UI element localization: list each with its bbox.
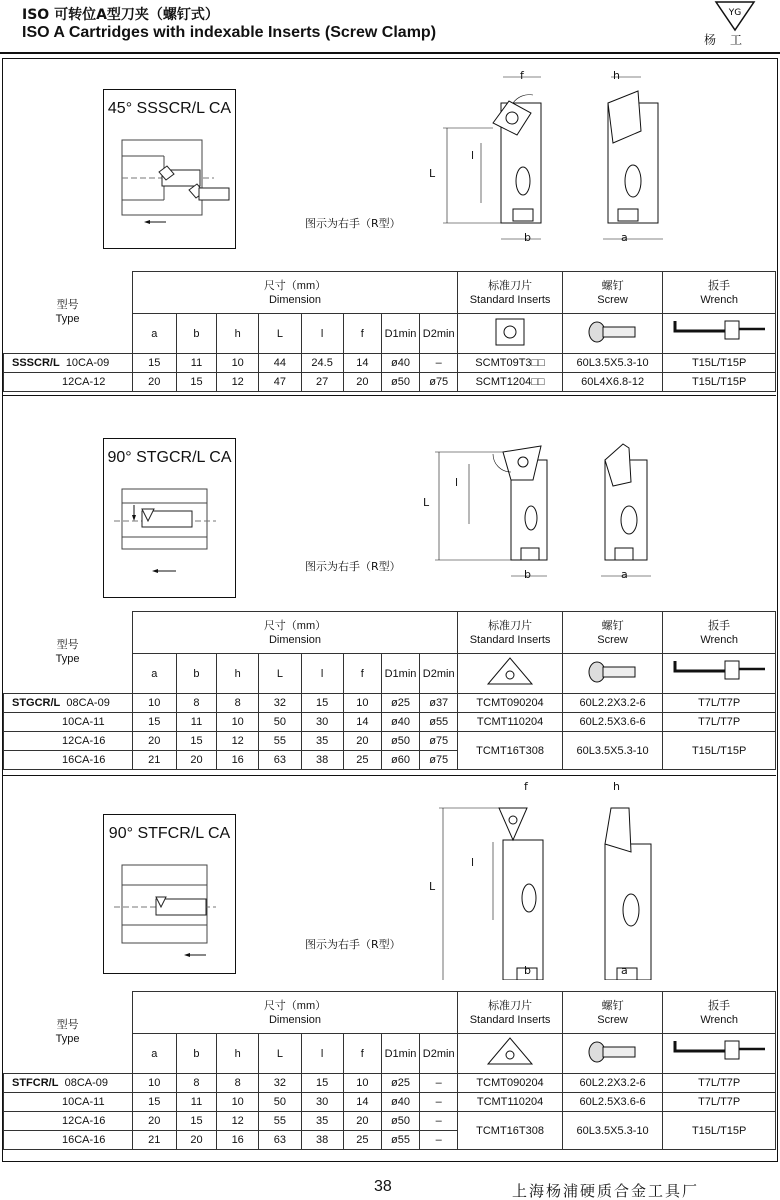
wrench-header-en: Wrench xyxy=(700,633,739,646)
cell-insert: SCMT09T3□□ xyxy=(458,354,563,373)
right-hand-note: 图示为右手（R型） xyxy=(305,560,401,573)
cell-a: 10 xyxy=(132,694,176,713)
cell-a: 15 xyxy=(132,1093,176,1112)
cell-L: 55 xyxy=(259,732,301,751)
wrench-header-en: Wrench xyxy=(700,1013,739,1026)
cell-d2: – xyxy=(420,1131,458,1150)
cell-f: 20 xyxy=(343,732,381,751)
spec-table-2 xyxy=(3,611,776,770)
cell-h: 12 xyxy=(217,1112,259,1131)
insert-header-cn: 标准刀片 xyxy=(488,619,533,632)
model-code: 10CA-11 xyxy=(4,713,133,732)
cell-l: 35 xyxy=(301,732,343,751)
col-l: l xyxy=(301,654,343,694)
type-label-en: Type xyxy=(55,653,80,666)
cell-l: 15 xyxy=(301,1074,343,1093)
logo-caption: 杨工 xyxy=(704,33,757,47)
col-D2min: D2min xyxy=(420,1034,458,1074)
series-code: SSSCR/L xyxy=(12,357,60,369)
col-h: h xyxy=(217,654,259,694)
spec-table-3 xyxy=(3,991,776,1150)
cell-h: 10 xyxy=(217,1093,259,1112)
model-code: 16CA-16 xyxy=(4,751,133,770)
cell-b: 15 xyxy=(176,1112,216,1131)
dim-b: b xyxy=(524,568,531,581)
insert-image-triangle-icon xyxy=(458,654,563,694)
cell-l: 15 xyxy=(301,694,343,713)
boring-diagram-icon xyxy=(104,439,234,599)
cell-b: 20 xyxy=(176,1131,216,1150)
cell-h: 10 xyxy=(217,713,259,732)
type-label-cn: 型号 xyxy=(56,639,79,652)
dim-l: l xyxy=(471,149,475,162)
cell-screw: 60L2.2X3.2-6 xyxy=(562,694,663,713)
type-label-en: Type xyxy=(55,1033,80,1046)
cell-l: 27 xyxy=(301,373,343,392)
cell-f: 10 xyxy=(343,694,381,713)
cell-d2: – xyxy=(420,1074,458,1093)
logo-triangle-icon xyxy=(712,0,758,32)
cell-h: 10 xyxy=(217,354,259,373)
dim-L: L xyxy=(423,496,430,509)
cell-b: 15 xyxy=(176,732,216,751)
wrench-header-cn: 扳手 xyxy=(708,279,731,292)
cell-insert: TCMT110204 xyxy=(458,713,563,732)
cell-L: 32 xyxy=(259,694,301,713)
dim-a: a xyxy=(621,568,628,581)
table-row xyxy=(4,713,776,732)
screw-image-icon xyxy=(562,1034,663,1074)
series-code: STFCR/L xyxy=(12,1077,59,1089)
cell-L: 50 xyxy=(259,713,301,732)
col-l: l xyxy=(301,1034,343,1074)
dim-h: h xyxy=(613,780,620,793)
insert-image-square-icon xyxy=(458,314,563,354)
cell-d1: ø50 xyxy=(381,1112,419,1131)
cell-L: 44 xyxy=(259,354,301,373)
cell-f: 10 xyxy=(343,1074,381,1093)
cell-d1: ø40 xyxy=(381,713,419,732)
right-hand-note: 图示为右手（R型） xyxy=(305,938,401,951)
cell-screw: 60L3.5X5.3-10 xyxy=(562,1112,663,1150)
model-code: 08CA-09 xyxy=(66,697,110,709)
screw-header-cn: 螺钉 xyxy=(601,999,624,1012)
col-D1min: D1min xyxy=(381,314,419,354)
cell-h: 16 xyxy=(217,1131,259,1150)
cell-h: 12 xyxy=(217,373,259,392)
col-f: f xyxy=(343,314,381,354)
dim-h: h xyxy=(613,69,620,82)
header-divider xyxy=(0,52,780,54)
cell-d1: ø50 xyxy=(381,373,419,392)
table-row xyxy=(4,373,776,392)
cell-b: 8 xyxy=(176,1074,216,1093)
dim-b: b xyxy=(524,964,531,977)
dim-header-en: Dimension xyxy=(268,293,321,306)
cell-L: 50 xyxy=(259,1093,301,1112)
screw-header-en: Screw xyxy=(597,293,628,306)
cell-f: 20 xyxy=(343,1112,381,1131)
cell-insert: TCMT090204 xyxy=(458,1074,563,1093)
section-diagram-1 xyxy=(3,59,776,271)
cell-L: 47 xyxy=(259,373,301,392)
cell-b: 15 xyxy=(176,373,216,392)
page-number: 38 xyxy=(374,1178,392,1195)
screw-header-cn: 螺钉 xyxy=(601,619,624,632)
series-code: STGCR/L xyxy=(12,697,61,709)
cell-a: 15 xyxy=(132,713,176,732)
cell-insert: TCMT110204 xyxy=(458,1093,563,1112)
col-f: f xyxy=(343,654,381,694)
cell-wrench: T15L/T15P xyxy=(663,732,776,770)
col-l: l xyxy=(301,314,343,354)
type-label-cn: 型号 xyxy=(56,1019,79,1032)
col-D2min: D2min xyxy=(420,654,458,694)
col-D1min: D1min xyxy=(381,1034,419,1074)
cell-h: 16 xyxy=(217,751,259,770)
title-box-1 xyxy=(103,89,236,249)
insert-header-en: Standard Inserts xyxy=(469,293,551,306)
col-a: a xyxy=(132,654,176,694)
table-row xyxy=(4,1112,776,1131)
page-title-cn: ISO 可转位A型刀夹（螺钉式） xyxy=(22,7,219,23)
wrench-header-en: Wrench xyxy=(700,293,739,306)
col-D2min: D2min xyxy=(420,314,458,354)
model-code: 10CA-09 xyxy=(65,357,110,369)
cell-d2: ø75 xyxy=(420,373,458,392)
cell-insert: TCMT16T308 xyxy=(458,1112,563,1150)
screw-header-en: Screw xyxy=(597,1013,628,1026)
cartridge-drawing-2 xyxy=(433,400,753,600)
cell-a: 15 xyxy=(132,354,176,373)
cell-insert: TCMT16T308 xyxy=(458,732,563,770)
col-a: a xyxy=(132,1034,176,1074)
cell-d1: ø40 xyxy=(381,1093,419,1112)
col-h: h xyxy=(217,1034,259,1074)
cell-d1: ø40 xyxy=(381,354,419,373)
col-f: f xyxy=(343,1034,381,1074)
catalog-frame xyxy=(2,58,778,1162)
cell-b: 11 xyxy=(176,1093,216,1112)
section-title: 45° SSSCR/L CA xyxy=(107,100,232,117)
cell-a: 20 xyxy=(132,1112,176,1131)
page-title-en: ISO A Cartridges with indexable Inserts (Screw Clamp) xyxy=(22,24,437,41)
cell-l: 24.5 xyxy=(301,354,343,373)
cell-l: 38 xyxy=(301,751,343,770)
cell-wrench: T15L/T15P xyxy=(663,373,776,392)
cell-a: 21 xyxy=(132,751,176,770)
cell-d2: ø55 xyxy=(420,713,458,732)
dim-l: l xyxy=(471,856,475,869)
cell-wrench: T15L/T15P xyxy=(663,354,776,373)
insert-image-triangle-icon xyxy=(458,1034,563,1074)
cell-d2: ø75 xyxy=(420,732,458,751)
cartridge-drawing-3 xyxy=(433,780,753,980)
title-box-3 xyxy=(103,814,236,974)
title-box-2 xyxy=(103,438,236,598)
dim-f: f xyxy=(524,780,528,793)
cell-d1: ø55 xyxy=(381,1131,419,1150)
section-diagram-2 xyxy=(3,395,776,611)
table-row xyxy=(4,1074,776,1093)
cell-L: 63 xyxy=(259,1131,301,1150)
model-code: 12CA-16 xyxy=(4,1112,133,1131)
cell-L: 32 xyxy=(259,1074,301,1093)
dim-header-en: Dimension xyxy=(268,1013,321,1026)
cell-d2: – xyxy=(420,1093,458,1112)
cell-d1: ø50 xyxy=(381,732,419,751)
screw-image-icon xyxy=(562,654,663,694)
cell-f: 25 xyxy=(343,751,381,770)
dim-a: a xyxy=(621,964,628,977)
col-b: b xyxy=(176,314,216,354)
model-code: 16CA-16 xyxy=(4,1131,133,1150)
col-b: b xyxy=(176,1034,216,1074)
cell-a: 10 xyxy=(132,1074,176,1093)
wrench-header-cn: 扳手 xyxy=(708,999,731,1012)
cell-f: 14 xyxy=(343,354,381,373)
cell-b: 20 xyxy=(176,751,216,770)
cell-wrench: T7L/T7P xyxy=(663,694,776,713)
cell-wrench: T7L/T7P xyxy=(663,1093,776,1112)
col-L: L xyxy=(259,1034,301,1074)
screw-header-cn: 螺钉 xyxy=(601,279,624,292)
dim-a: a xyxy=(621,231,628,244)
cell-d2: – xyxy=(420,354,458,373)
dim-L: L xyxy=(429,880,436,893)
dim-header-en: Dimension xyxy=(268,633,321,646)
screw-image-icon xyxy=(562,314,663,354)
dim-header-cn: 尺寸（mm） xyxy=(263,279,327,292)
cell-d1: ø25 xyxy=(381,1074,419,1093)
col-b: b xyxy=(176,654,216,694)
dim-header-cn: 尺寸（mm） xyxy=(263,999,327,1012)
cell-insert: SCMT1204□□ xyxy=(458,373,563,392)
cell-insert: TCMT090204 xyxy=(458,694,563,713)
dim-b: b xyxy=(524,231,531,244)
cell-h: 12 xyxy=(217,732,259,751)
col-D1min: D1min xyxy=(381,654,419,694)
col-h: h xyxy=(217,314,259,354)
cell-f: 20 xyxy=(343,373,381,392)
section-title: 90° STGCR/L CA xyxy=(107,449,232,466)
cell-d2: ø75 xyxy=(420,751,458,770)
dim-L: L xyxy=(429,167,436,180)
cell-d2: – xyxy=(420,1112,458,1131)
table-row xyxy=(4,1093,776,1112)
col-a: a xyxy=(132,314,176,354)
section-diagram-3 xyxy=(3,775,776,991)
model-code: 08CA-09 xyxy=(64,1077,108,1089)
cell-l: 30 xyxy=(301,713,343,732)
right-hand-note: 图示为右手（R型） xyxy=(305,217,401,230)
wrench-header-cn: 扳手 xyxy=(708,619,731,632)
insert-header-en: Standard Inserts xyxy=(469,633,551,646)
dim-f: f xyxy=(520,69,524,82)
cell-L: 55 xyxy=(259,1112,301,1131)
cell-a: 21 xyxy=(132,1131,176,1150)
type-label-cn: 型号 xyxy=(56,299,79,312)
wrench-image-icon xyxy=(663,654,776,694)
boring-diagram-icon xyxy=(104,815,234,975)
cell-screw: 60L2.2X3.2-6 xyxy=(562,1074,663,1093)
type-label-en: Type xyxy=(55,313,80,326)
cell-a: 20 xyxy=(132,732,176,751)
cell-l: 35 xyxy=(301,1112,343,1131)
table-row xyxy=(4,732,776,751)
dim-header-cn: 尺寸（mm） xyxy=(263,619,327,632)
cartridge-drawing-1 xyxy=(433,63,753,263)
cell-screw: 60L3.5X5.3-10 xyxy=(562,732,663,770)
cell-b: 11 xyxy=(176,713,216,732)
logo xyxy=(712,0,758,32)
cell-b: 11 xyxy=(176,354,216,373)
cell-h: 8 xyxy=(217,694,259,713)
col-L: L xyxy=(259,654,301,694)
cell-d1: ø60 xyxy=(381,751,419,770)
table-row xyxy=(4,354,776,373)
cell-screw: 60L2.5X3.6-6 xyxy=(562,1093,663,1112)
cell-wrench: T7L/T7P xyxy=(663,713,776,732)
insert-header-cn: 标准刀片 xyxy=(488,999,533,1012)
dim-l: l xyxy=(455,476,459,489)
cell-d2: ø37 xyxy=(420,694,458,713)
insert-header-cn: 标准刀片 xyxy=(488,279,533,292)
cell-a: 20 xyxy=(132,373,176,392)
model-code: 12CA-12 xyxy=(4,373,133,392)
svg-text:YG: YG xyxy=(728,8,742,18)
cell-f: 25 xyxy=(343,1131,381,1150)
section-title: 90° STFCR/L CA xyxy=(108,825,231,842)
cell-screw: 60L4X6.8-12 xyxy=(562,373,663,392)
cell-screw: 60L3.5X5.3-10 xyxy=(562,354,663,373)
col-L: L xyxy=(259,314,301,354)
cell-h: 8 xyxy=(217,1074,259,1093)
cell-l: 30 xyxy=(301,1093,343,1112)
model-code: 12CA-16 xyxy=(4,732,133,751)
wrench-image-icon xyxy=(663,314,776,354)
model-code: 10CA-11 xyxy=(4,1093,133,1112)
cell-b: 8 xyxy=(176,694,216,713)
wrench-image-icon xyxy=(663,1034,776,1074)
cell-l: 38 xyxy=(301,1131,343,1150)
cell-f: 14 xyxy=(343,713,381,732)
cell-d1: ø25 xyxy=(381,694,419,713)
cell-screw: 60L2.5X3.6-6 xyxy=(562,713,663,732)
insert-header-en: Standard Inserts xyxy=(469,1013,551,1026)
spec-table-1 xyxy=(3,271,776,392)
company-name: 上海杨浦硬质合金工具厂 xyxy=(512,1182,700,1200)
cell-wrench: T7L/T7P xyxy=(663,1074,776,1093)
table-row xyxy=(4,694,776,713)
cell-f: 14 xyxy=(343,1093,381,1112)
cell-wrench: T15L/T15P xyxy=(663,1112,776,1150)
boring-diagram-icon xyxy=(104,90,234,250)
cell-L: 63 xyxy=(259,751,301,770)
screw-header-en: Screw xyxy=(597,633,628,646)
